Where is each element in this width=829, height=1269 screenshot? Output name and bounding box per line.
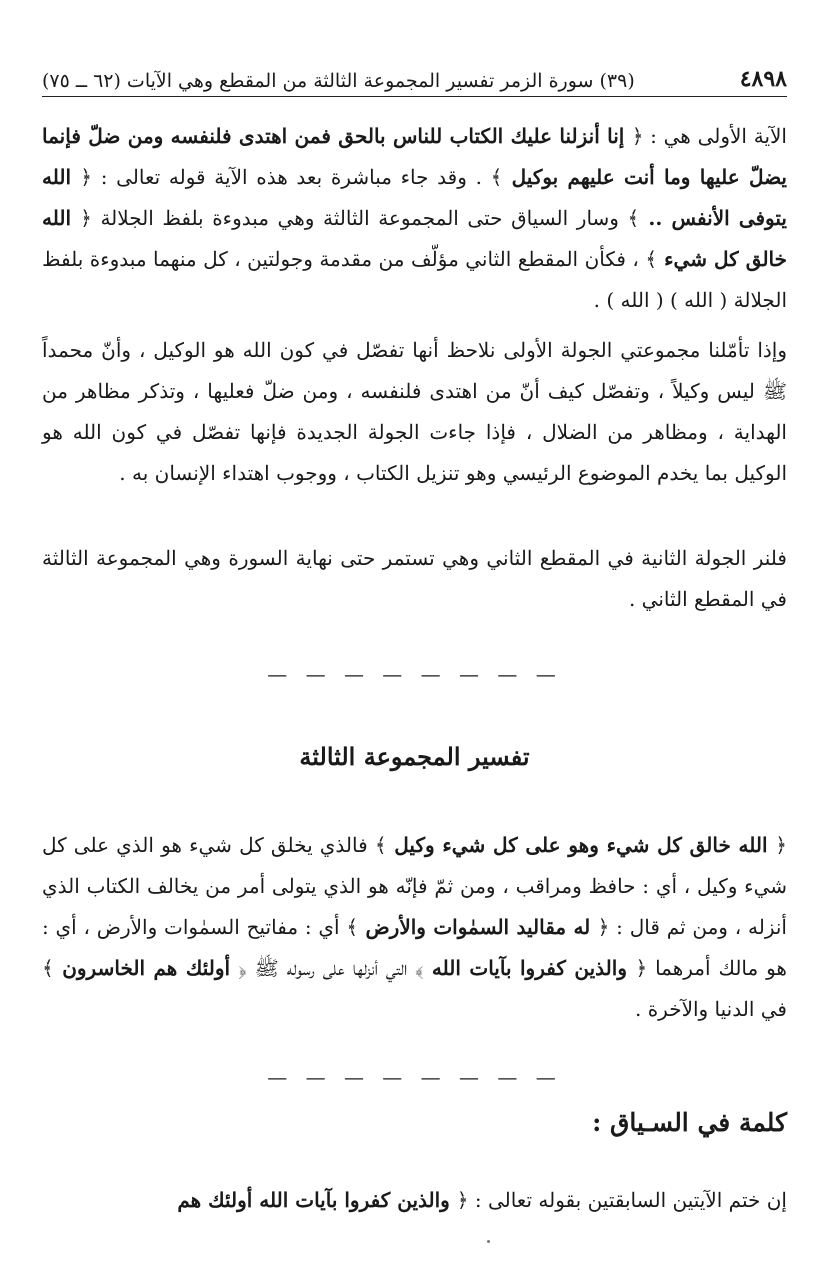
- quran-quote: الله يتوفى الأنفس ..: [42, 165, 787, 230]
- running-header-title: (٣٩) سورة الزمر تفسير المجموعة الثالثة من المقطع وهي الآيات (٦٢ ــ ٧٥): [42, 70, 635, 92]
- quran-close-bracket: ﴾: [346, 915, 359, 939]
- text-run: وسار السياق حتى المجموعة الثالثة وهي مبدوءة بلفظ الجلالة: [91, 206, 628, 230]
- section-divider: — — — — — — — —: [267, 1065, 562, 1089]
- quran-quote: والذين كفروا بآيات الله: [423, 956, 636, 980]
- quran-open-bracket: ﴿: [80, 206, 92, 230]
- text-run: إن ختم الآيتين السابقتين بقوله تعالى :: [468, 1188, 787, 1212]
- quran-quote: والذين كفروا بآيات الله أولئك هم: [177, 1188, 457, 1212]
- text-run: . وقد جاء مباشرة بعد هذه الآية قوله تعالى :: [92, 165, 491, 189]
- text-run: فالذي يخلق كل شيء هو الذي على كل شيء وكيل ، أي : حافظ ومراقب ، ومن ثمّ فإنّه هو الذي يتولى أمر من يخالف الكتاب الذي أنزله ، ومن ثم قال :: [42, 833, 787, 939]
- paragraph-tafsir: [42, 825, 787, 1030]
- quran-close-bracket: ﴾: [490, 165, 503, 189]
- text-run: أي : مفاتيح السمٰوات والأرض ، أي : هو مالك أمرهما: [42, 915, 787, 980]
- quran-open-bracket: ﴿: [80, 165, 93, 189]
- quran-close-bracket: ﴾: [42, 956, 54, 980]
- text-run: في الدنيا والآخرة .: [634, 997, 787, 1021]
- text-run: الآية الأولى هي :: [643, 124, 787, 148]
- quran-close-bracket: ﴾: [627, 206, 640, 230]
- running-header: [42, 58, 787, 92]
- page-mark: [487, 1240, 490, 1243]
- quran-quote: أولئك هم الخاسرون: [53, 956, 239, 980]
- header-rule: [42, 96, 787, 97]
- paragraph-context: [42, 1180, 787, 1221]
- section-title: تفسير المجموعة الثالثة: [299, 742, 530, 771]
- quran-close-bracket: ﴾: [645, 247, 658, 271]
- text-run: ، فكأن المقطع الثاني مؤلّف من مقدمة وجولتين ، كل منهما مبدوءة بلفظ الجلالة ( الله ) ( الله ) .: [42, 247, 787, 312]
- quran-close-bracket: ﴾: [374, 833, 387, 857]
- quran-quote: له مقاليد السمٰوات والأرض: [358, 915, 598, 939]
- paragraph-second-round: فلنر الجولة الثانية في المقطع الثاني وهي تستمر حتى نهاية السورة وهي المجموعة الثالثة في المقطع الثاني .: [42, 546, 787, 611]
- quran-quote: الله خالق كل شيء وهو على كل شيء وكيل: [386, 833, 776, 857]
- text-run: التي أنزلها على رسوله ﷺ: [246, 956, 416, 980]
- quran-open-bracket: ﴿: [597, 915, 610, 939]
- quran-open-bracket: ﴿: [238, 956, 247, 980]
- paragraph-first-round: وإذا تأمّلنا مجموعتي الجولة الأولى نلاحظ أنها تفصّل في كون الله هو الوكيل ، وأنّ محمداً ﷺ ليس وكيلاً ، وتفصّل كيف أنّ من اهتدى فلنفسه ، ومن ضلّ فعليها ، وتذكر مظاهر من الهداية ، ومظاهر من الضلال ، فإذا جاءت الجولة الجديدة فإنها تفصّل في كون الله هو الوكيل بما يخدم الموضوع الرئيسي وهو تنزيل الكتاب ، ووجوب اهتداء الإنسان به .: [42, 338, 787, 485]
- quran-open-bracket: ﴿: [456, 1188, 469, 1212]
- quran-open-bracket: ﴿: [635, 956, 648, 980]
- section-divider: — — — — — — — —: [267, 662, 562, 686]
- quran-open-bracket: ﴿: [775, 833, 787, 857]
- quran-close-bracket: ﴾: [415, 956, 424, 980]
- quran-quote: الله خالق كل شيء: [42, 206, 787, 271]
- subheading-context: كلمة في السـياق :: [592, 1108, 787, 1137]
- quran-quote: إنا أنزلنا عليك الكتاب للناس بالحق فمن اهتدى فلنفسه ومن ضلّ فإنما يضلّ عليها وما أنت عليهم بوكيل: [42, 124, 787, 189]
- paragraph-intro-verses: [42, 116, 787, 321]
- page-number: ٤٨٩٨: [739, 66, 787, 92]
- quran-open-bracket: ﴿: [631, 124, 644, 148]
